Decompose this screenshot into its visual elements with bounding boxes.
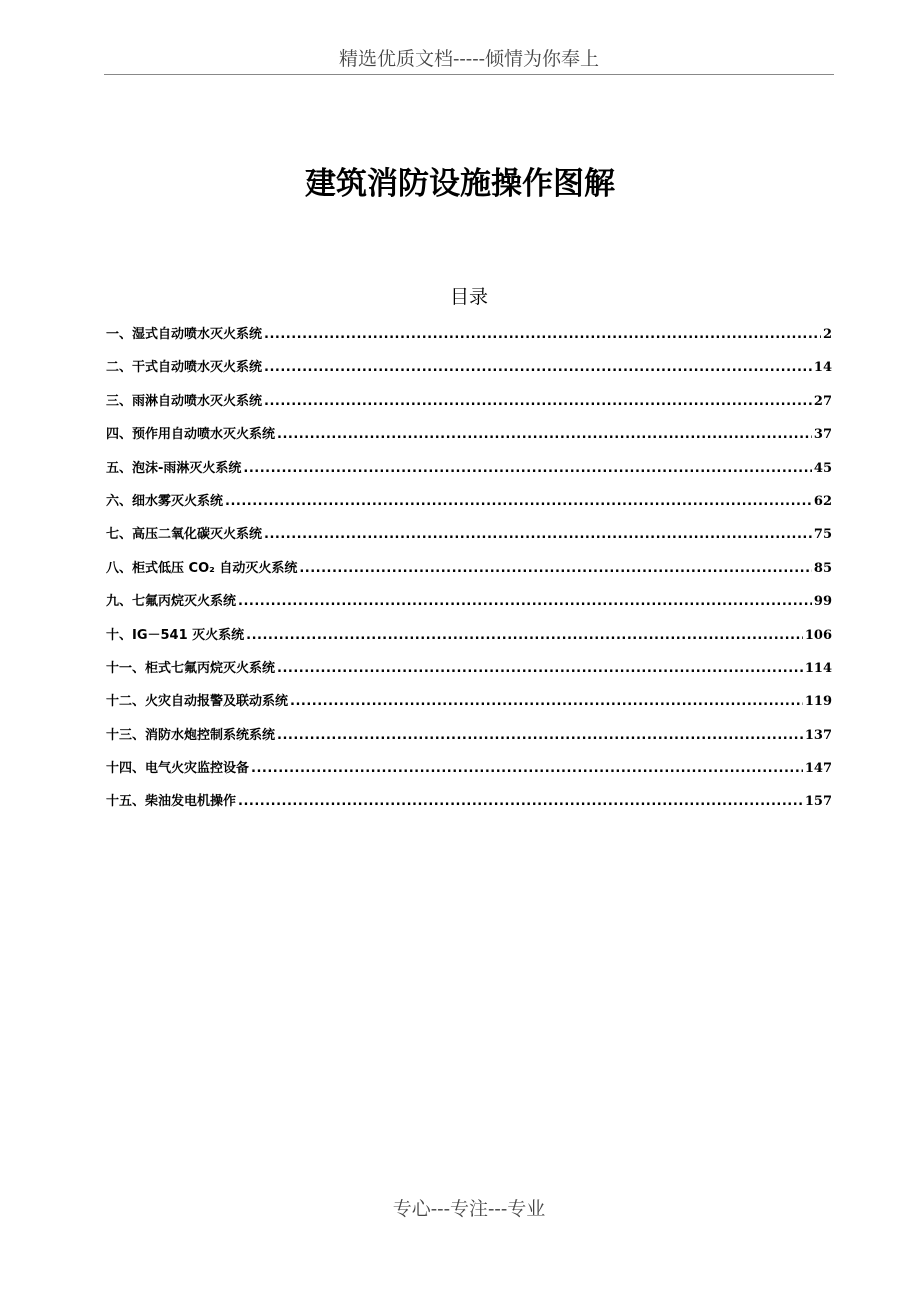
table-of-contents — [106, 323, 832, 824]
toc-entry-page-number: 147 — [804, 761, 832, 777]
toc-dot-leader — [238, 590, 812, 614]
toc-entry-page-number: 37 — [813, 427, 832, 443]
toc-entry-label: 二、干式自动喷水灭火系统 — [106, 360, 263, 376]
toc-entry-page-number: 137 — [804, 727, 832, 743]
toc-entry[interactable] — [106, 323, 832, 356]
toc-dot-leader — [290, 690, 803, 714]
toc-entry-label: 十二、火灾自动报警及联动系统 — [106, 694, 289, 710]
toc-entry-label: 五、泡沫-雨淋灭火系统 — [106, 460, 242, 476]
toc-entry[interactable] — [106, 690, 832, 723]
toc-entry-label: 九、七氟丙烷灭火系统 — [106, 594, 237, 610]
toc-entry-page-number: 75 — [813, 527, 832, 543]
toc-entry-page-number: 14 — [813, 360, 832, 376]
toc-dot-leader — [264, 356, 812, 380]
toc-entry[interactable] — [106, 523, 832, 556]
toc-entry-label: 三、雨淋自动喷水灭火系统 — [106, 393, 263, 409]
toc-entry-page-number: 106 — [804, 627, 832, 643]
toc-entry-label: 一、湿式自动喷水灭火系统 — [106, 327, 263, 342]
toc-entry[interactable] — [106, 490, 832, 523]
toc-dot-leader — [243, 457, 812, 481]
toc-entry[interactable] — [106, 423, 832, 456]
toc-entry-page-number: 62 — [813, 493, 832, 509]
toc-entry[interactable] — [106, 624, 832, 657]
toc-entry-label: 十、IG－541 灭火系统 — [106, 627, 245, 643]
page-header: 精选优质文档-----倾情为你奉上 — [338, 48, 600, 70]
toc-entry-label: 六、细水雾灭火系统 — [106, 493, 224, 509]
toc-entry-page-number: 85 — [813, 560, 832, 576]
toc-entry-label: 八、柜式低压 CO₂ 自动灭火系统 — [106, 560, 298, 576]
toc-entry-page-number: 27 — [813, 393, 832, 409]
toc-dot-leader — [277, 657, 803, 681]
toc-entry-label: 十五、柴油发电机操作 — [106, 794, 237, 810]
toc-entry-page-number: 114 — [804, 660, 832, 676]
toc-entry-page-number: 157 — [804, 794, 832, 810]
toc-entry-page-number: 99 — [813, 594, 832, 610]
toc-entry[interactable] — [106, 757, 832, 790]
toc-dot-leader — [225, 490, 812, 514]
toc-dot-leader — [277, 724, 803, 748]
toc-entry[interactable] — [106, 457, 832, 490]
toc-entry[interactable] — [106, 724, 832, 757]
page-footer: 专心---专注---专业 — [392, 1198, 546, 1220]
toc-dot-leader — [264, 323, 821, 347]
toc-dot-leader — [299, 557, 812, 581]
toc-dot-leader — [264, 390, 812, 414]
toc-entry-label: 十三、消防水炮控制系统系统 — [106, 727, 276, 743]
toc-entry[interactable] — [106, 390, 832, 423]
toc-entry-page-number: 119 — [804, 694, 832, 710]
toc-entry-page-number: 45 — [813, 460, 832, 476]
toc-dot-leader — [251, 757, 803, 781]
toc-dot-leader — [277, 423, 812, 447]
toc-entry[interactable] — [106, 356, 832, 389]
toc-entry-label: 十四、电气火灾监控设备 — [106, 761, 250, 777]
toc-entry[interactable] — [106, 590, 832, 623]
toc-entry-label: 四、预作用自动喷水灭火系统 — [106, 427, 276, 443]
toc-entry[interactable] — [106, 657, 832, 690]
toc-heading: 目录 — [449, 286, 488, 308]
toc-dot-leader — [246, 624, 803, 648]
toc-entry-label: 七、高压二氧化碳灭火系统 — [106, 527, 263, 543]
toc-entry-page-number: 2 — [822, 327, 832, 342]
toc-entry[interactable] — [106, 557, 832, 590]
toc-dot-leader — [264, 523, 812, 547]
document-title: 建筑消防设施操作图解 — [305, 166, 615, 202]
header-rule — [104, 74, 834, 75]
toc-entry-label: 十一、柜式七氟丙烷灭火系统 — [106, 660, 276, 676]
toc-entry[interactable] — [106, 790, 832, 823]
toc-dot-leader — [238, 790, 803, 814]
